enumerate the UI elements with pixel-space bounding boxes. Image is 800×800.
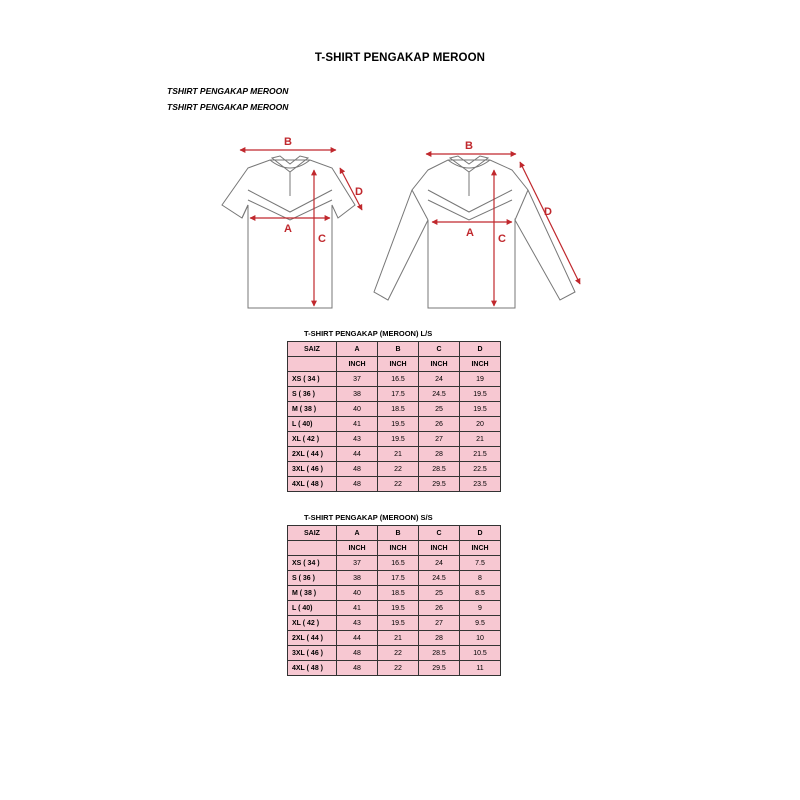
label-c: C (498, 233, 506, 245)
table-cell: 10.5 (460, 646, 501, 661)
subtitle: TSHIRT PENGAKAP MEROON (167, 86, 289, 96)
table-row (288, 556, 501, 571)
table-cell: 8.5 (460, 586, 501, 601)
table-cell: 18.5 (378, 586, 419, 601)
table-cell: INCH (337, 541, 378, 556)
table-cell: S ( 36 ) (288, 387, 337, 402)
page-title: T-SHIRT PENGAKAP MEROON (314, 52, 486, 64)
table-cell: 4XL ( 48 ) (288, 661, 337, 676)
table-cell: 16.5 (378, 372, 419, 387)
table-cell: 40 (337, 586, 378, 601)
subtitle: TSHIRT PENGAKAP MEROON (167, 102, 289, 112)
table-row (288, 646, 501, 661)
table-cell: 29.5 (419, 661, 460, 676)
table-cell: 10 (460, 631, 501, 646)
table-cell: 17.5 (378, 387, 419, 402)
table-header-row (288, 342, 501, 357)
table-cell: 22 (378, 661, 419, 676)
table-title-long-sleeve: T-SHIRT PENGAKAP (MEROON) L/S (304, 329, 433, 338)
label-c: C (318, 233, 326, 245)
table-cell: 25 (419, 402, 460, 417)
table-row (288, 462, 501, 477)
table-cell: 21 (378, 447, 419, 462)
table-cell: INCH (460, 541, 501, 556)
table-row (288, 631, 501, 646)
table-cell: D (460, 342, 501, 357)
label-d: D (544, 206, 552, 218)
table-cell: 44 (337, 631, 378, 646)
table-unit-row (288, 357, 501, 372)
table-cell: INCH (337, 357, 378, 372)
table-cell: 25 (419, 586, 460, 601)
table-row (288, 477, 501, 492)
table-cell: 22 (378, 477, 419, 492)
table-cell: XL ( 42 ) (288, 432, 337, 447)
table-cell: 9.5 (460, 616, 501, 631)
table-cell: 17.5 (378, 571, 419, 586)
table-cell: 37 (337, 372, 378, 387)
table-cell: 19 (460, 372, 501, 387)
table-cell: 24 (419, 556, 460, 571)
short-sleeve-measure-arrows (240, 150, 362, 306)
table-cell: 21 (460, 432, 501, 447)
table-cell: 22 (378, 646, 419, 661)
table-cell: A (337, 342, 378, 357)
table-cell: 38 (337, 387, 378, 402)
table-cell: 7.5 (460, 556, 501, 571)
table-row (288, 601, 501, 616)
table-cell (288, 541, 337, 556)
table-cell: S ( 36 ) (288, 571, 337, 586)
table-header-row (288, 526, 501, 541)
table-row (288, 447, 501, 462)
table-cell: 28.5 (419, 646, 460, 661)
table-cell: SAIZ (288, 526, 337, 541)
table-cell: 26 (419, 601, 460, 616)
table-cell: 44 (337, 447, 378, 462)
table-row (288, 432, 501, 447)
table-cell: 48 (337, 477, 378, 492)
size-table-short-sleeve (287, 525, 501, 676)
table-cell: 48 (337, 646, 378, 661)
table-cell: 19.5 (378, 616, 419, 631)
label-b: B (465, 140, 473, 152)
table-cell: 27 (419, 432, 460, 447)
table-title-short-sleeve: T-SHIRT PENGAKAP (MEROON) S/S (304, 513, 433, 522)
table-cell: 18.5 (378, 402, 419, 417)
table-cell: 43 (337, 432, 378, 447)
table-cell: 3XL ( 46 ) (288, 462, 337, 477)
table-cell: INCH (460, 357, 501, 372)
table-cell: XS ( 34 ) (288, 372, 337, 387)
table-cell: 21 (378, 631, 419, 646)
table-cell: C (419, 342, 460, 357)
table-cell: 29.5 (419, 477, 460, 492)
table-unit-row (288, 541, 501, 556)
table-cell: INCH (419, 541, 460, 556)
table-cell: 38 (337, 571, 378, 586)
table-cell: INCH (378, 541, 419, 556)
table-cell: INCH (378, 357, 419, 372)
table-row (288, 661, 501, 676)
table-row (288, 571, 501, 586)
label-d: D (355, 186, 363, 198)
table-row (288, 616, 501, 631)
table-cell: XL ( 42 ) (288, 616, 337, 631)
table-cell: 19.5 (378, 432, 419, 447)
table-row (288, 586, 501, 601)
table-cell: L ( 40) (288, 601, 337, 616)
table-cell: 8 (460, 571, 501, 586)
table-cell: 24.5 (419, 571, 460, 586)
table-cell: 22 (378, 462, 419, 477)
table-cell: 43 (337, 616, 378, 631)
table-cell: A (337, 526, 378, 541)
table-cell: 24.5 (419, 387, 460, 402)
table-cell: M ( 38 ) (288, 402, 337, 417)
table-cell: INCH (419, 357, 460, 372)
table-cell: 27 (419, 616, 460, 631)
table-row (288, 372, 501, 387)
table-cell: 2XL ( 44 ) (288, 631, 337, 646)
table-cell: 4XL ( 48 ) (288, 477, 337, 492)
table-cell: 48 (337, 661, 378, 676)
table-cell: 19.5 (460, 402, 501, 417)
table-cell: 11 (460, 661, 501, 676)
table-row (288, 417, 501, 432)
table-cell: 28 (419, 447, 460, 462)
table-cell: 26 (419, 417, 460, 432)
table-cell: B (378, 342, 419, 357)
long-sleeve-shirt (374, 156, 575, 308)
table-cell: L ( 40) (288, 417, 337, 432)
table-cell: 23.5 (460, 477, 501, 492)
table-cell: 22.5 (460, 462, 501, 477)
table-cell: 41 (337, 417, 378, 432)
table-cell: M ( 38 ) (288, 586, 337, 601)
table-cell: 19.5 (378, 417, 419, 432)
table-cell: 9 (460, 601, 501, 616)
table-cell: 28.5 (419, 462, 460, 477)
table-cell: 41 (337, 601, 378, 616)
table-cell: 37 (337, 556, 378, 571)
table-cell: B (378, 526, 419, 541)
table-cell: 20 (460, 417, 501, 432)
table-cell: 19.5 (460, 387, 501, 402)
table-cell: 40 (337, 402, 378, 417)
table-cell: SAIZ (288, 342, 337, 357)
table-cell: C (419, 526, 460, 541)
table-cell: D (460, 526, 501, 541)
table-row (288, 402, 501, 417)
table-cell: 28 (419, 631, 460, 646)
label-a: A (284, 223, 292, 235)
label-a: A (466, 227, 474, 239)
long-sleeve-measure-arrows (426, 154, 580, 306)
table-cell: 2XL ( 44 ) (288, 447, 337, 462)
table-cell: 19.5 (378, 601, 419, 616)
label-b: B (284, 136, 292, 148)
table-cell: 16.5 (378, 556, 419, 571)
measurement-diagram (205, 126, 595, 316)
table-cell (288, 357, 337, 372)
size-table-long-sleeve (287, 341, 501, 492)
table-row (288, 387, 501, 402)
table-cell: 3XL ( 46 ) (288, 646, 337, 661)
table-cell: XS ( 34 ) (288, 556, 337, 571)
table-cell: 21.5 (460, 447, 501, 462)
table-cell: 24 (419, 372, 460, 387)
table-cell: 48 (337, 462, 378, 477)
